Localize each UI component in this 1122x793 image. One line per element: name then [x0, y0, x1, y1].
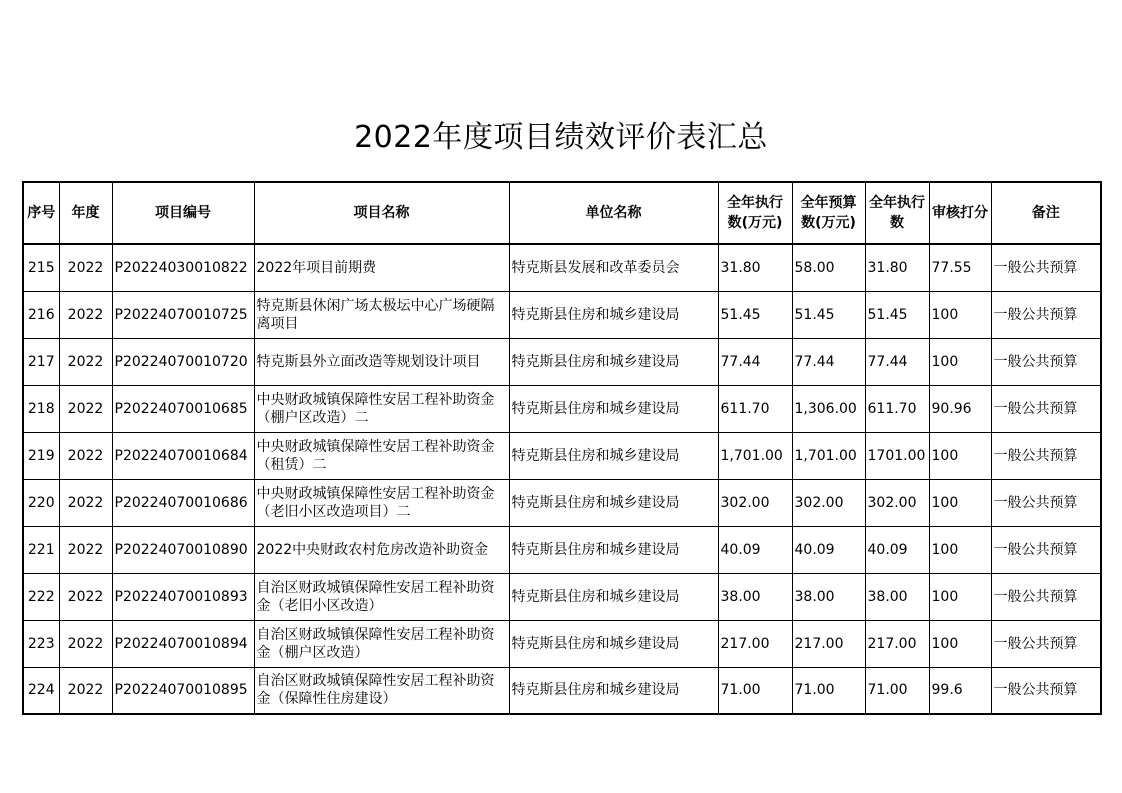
- cell-note: 一般公共预算: [991, 620, 1101, 667]
- cell-exec2: 1701.00: [865, 432, 929, 479]
- header-code: 项目编号: [112, 182, 254, 244]
- cell-score: 100: [929, 620, 991, 667]
- header-budget: 全年预算数(万元): [792, 182, 865, 244]
- cell-name: 2022中央财政农村危房改造补助资金: [254, 526, 509, 573]
- cell-seq: 219: [23, 432, 59, 479]
- cell-unit: 特克斯县住房和城乡建设局: [509, 573, 718, 620]
- header-note: 备注: [991, 182, 1101, 244]
- table-row: [23, 291, 1101, 338]
- cell-note: 一般公共预算: [991, 338, 1101, 385]
- cell-seq: 221: [23, 526, 59, 573]
- cell-year: 2022: [59, 291, 112, 338]
- cell-score: 99.6: [929, 667, 991, 714]
- cell-exec: 611.70: [718, 385, 792, 432]
- cell-unit: 特克斯县住房和城乡建设局: [509, 526, 718, 573]
- cell-exec: 77.44: [718, 338, 792, 385]
- cell-unit: 特克斯县住房和城乡建设局: [509, 620, 718, 667]
- header-unit: 单位名称: [509, 182, 718, 244]
- header-name: 项目名称: [254, 182, 509, 244]
- cell-name: 特克斯县外立面改造等规划设计项目: [254, 338, 509, 385]
- cell-seq: 222: [23, 573, 59, 620]
- cell-note: 一般公共预算: [991, 667, 1101, 714]
- cell-budget: 40.09: [792, 526, 865, 573]
- cell-unit: 特克斯县住房和城乡建设局: [509, 338, 718, 385]
- cell-code: P20224030010822: [112, 244, 254, 291]
- cell-exec2: 77.44: [865, 338, 929, 385]
- cell-budget: 51.45: [792, 291, 865, 338]
- cell-score: 100: [929, 291, 991, 338]
- cell-name: 中央财政城镇保障性安居工程补助资金（老旧小区改造项目）二: [254, 479, 509, 526]
- table-row: [23, 385, 1101, 432]
- cell-score: 77.55: [929, 244, 991, 291]
- cell-note: 一般公共预算: [991, 244, 1101, 291]
- cell-year: 2022: [59, 620, 112, 667]
- cell-score: 100: [929, 526, 991, 573]
- cell-code: P20224070010894: [112, 620, 254, 667]
- cell-exec: 1,701.00: [718, 432, 792, 479]
- cell-exec2: 40.09: [865, 526, 929, 573]
- cell-code: P20224070010895: [112, 667, 254, 714]
- cell-unit: 特克斯县住房和城乡建设局: [509, 667, 718, 714]
- cell-code: P20224070010720: [112, 338, 254, 385]
- cell-name: 中央财政城镇保障性安居工程补助资金（租赁）二: [254, 432, 509, 479]
- cell-budget: 1,306.00: [792, 385, 865, 432]
- cell-seq: 224: [23, 667, 59, 714]
- cell-score: 100: [929, 432, 991, 479]
- header-score: 审核打分: [929, 182, 991, 244]
- cell-year: 2022: [59, 244, 112, 291]
- cell-budget: 58.00: [792, 244, 865, 291]
- table-row: [23, 667, 1101, 714]
- table-row: [23, 573, 1101, 620]
- cell-exec2: 71.00: [865, 667, 929, 714]
- cell-unit: 特克斯县住房和城乡建设局: [509, 291, 718, 338]
- cell-exec2: 611.70: [865, 385, 929, 432]
- table-row: [23, 620, 1101, 667]
- cell-code: P20224070010893: [112, 573, 254, 620]
- table-row: [23, 432, 1101, 479]
- cell-budget: 217.00: [792, 620, 865, 667]
- cell-name: 自治区财政城镇保障性安居工程补助资金（保障性住房建设）: [254, 667, 509, 714]
- table-body: [23, 244, 1101, 714]
- cell-code: P20224070010684: [112, 432, 254, 479]
- header-exec: 全年执行数(万元): [718, 182, 792, 244]
- table-row: [23, 338, 1101, 385]
- cell-exec: 31.80: [718, 244, 792, 291]
- cell-year: 2022: [59, 573, 112, 620]
- cell-exec2: 38.00: [865, 573, 929, 620]
- cell-unit: 特克斯县发展和改革委员会: [509, 244, 718, 291]
- cell-seq: 220: [23, 479, 59, 526]
- cell-name: 中央财政城镇保障性安居工程补助资金（棚户区改造）二: [254, 385, 509, 432]
- table-row: [23, 479, 1101, 526]
- cell-note: 一般公共预算: [991, 479, 1101, 526]
- header-year: 年度: [59, 182, 112, 244]
- cell-note: 一般公共预算: [991, 385, 1101, 432]
- cell-budget: 38.00: [792, 573, 865, 620]
- cell-name: 特克斯县休闲广场太极坛中心广场硬隔离项目: [254, 291, 509, 338]
- performance-summary-table: [22, 181, 1102, 715]
- cell-exec2: 51.45: [865, 291, 929, 338]
- header-seq: 序号: [23, 182, 59, 244]
- table-row: [23, 244, 1101, 291]
- cell-unit: 特克斯县住房和城乡建设局: [509, 385, 718, 432]
- page-title: 2022年度项目绩效评价表汇总: [354, 120, 768, 155]
- table-header-row: [23, 182, 1101, 244]
- cell-seq: 215: [23, 244, 59, 291]
- cell-budget: 1,701.00: [792, 432, 865, 479]
- cell-note: 一般公共预算: [991, 432, 1101, 479]
- cell-score: 90.96: [929, 385, 991, 432]
- cell-score: 100: [929, 573, 991, 620]
- cell-score: 100: [929, 479, 991, 526]
- cell-exec2: 302.00: [865, 479, 929, 526]
- cell-exec: 40.09: [718, 526, 792, 573]
- cell-name: 自治区财政城镇保障性安居工程补助资金（老旧小区改造）: [254, 573, 509, 620]
- cell-budget: 302.00: [792, 479, 865, 526]
- cell-note: 一般公共预算: [991, 573, 1101, 620]
- cell-seq: 223: [23, 620, 59, 667]
- cell-exec2: 217.00: [865, 620, 929, 667]
- header-exec2: 全年执行数: [865, 182, 929, 244]
- cell-unit: 特克斯县住房和城乡建设局: [509, 479, 718, 526]
- cell-name: 自治区财政城镇保障性安居工程补助资金（棚户区改造）: [254, 620, 509, 667]
- cell-code: P20224070010686: [112, 479, 254, 526]
- cell-exec: 302.00: [718, 479, 792, 526]
- cell-seq: 217: [23, 338, 59, 385]
- table-row: [23, 526, 1101, 573]
- cell-code: P20224070010890: [112, 526, 254, 573]
- cell-exec2: 31.80: [865, 244, 929, 291]
- cell-exec: 71.00: [718, 667, 792, 714]
- cell-year: 2022: [59, 385, 112, 432]
- cell-year: 2022: [59, 526, 112, 573]
- cell-year: 2022: [59, 479, 112, 526]
- cell-budget: 77.44: [792, 338, 865, 385]
- cell-exec: 217.00: [718, 620, 792, 667]
- cell-note: 一般公共预算: [991, 526, 1101, 573]
- cell-exec: 38.00: [718, 573, 792, 620]
- cell-year: 2022: [59, 338, 112, 385]
- cell-exec: 51.45: [718, 291, 792, 338]
- cell-score: 100: [929, 338, 991, 385]
- cell-note: 一般公共预算: [991, 291, 1101, 338]
- cell-code: P20224070010685: [112, 385, 254, 432]
- cell-code: P20224070010725: [112, 291, 254, 338]
- cell-name: 2022年项目前期费: [254, 244, 509, 291]
- cell-seq: 218: [23, 385, 59, 432]
- cell-budget: 71.00: [792, 667, 865, 714]
- cell-year: 2022: [59, 667, 112, 714]
- cell-unit: 特克斯县住房和城乡建设局: [509, 432, 718, 479]
- cell-seq: 216: [23, 291, 59, 338]
- cell-year: 2022: [59, 432, 112, 479]
